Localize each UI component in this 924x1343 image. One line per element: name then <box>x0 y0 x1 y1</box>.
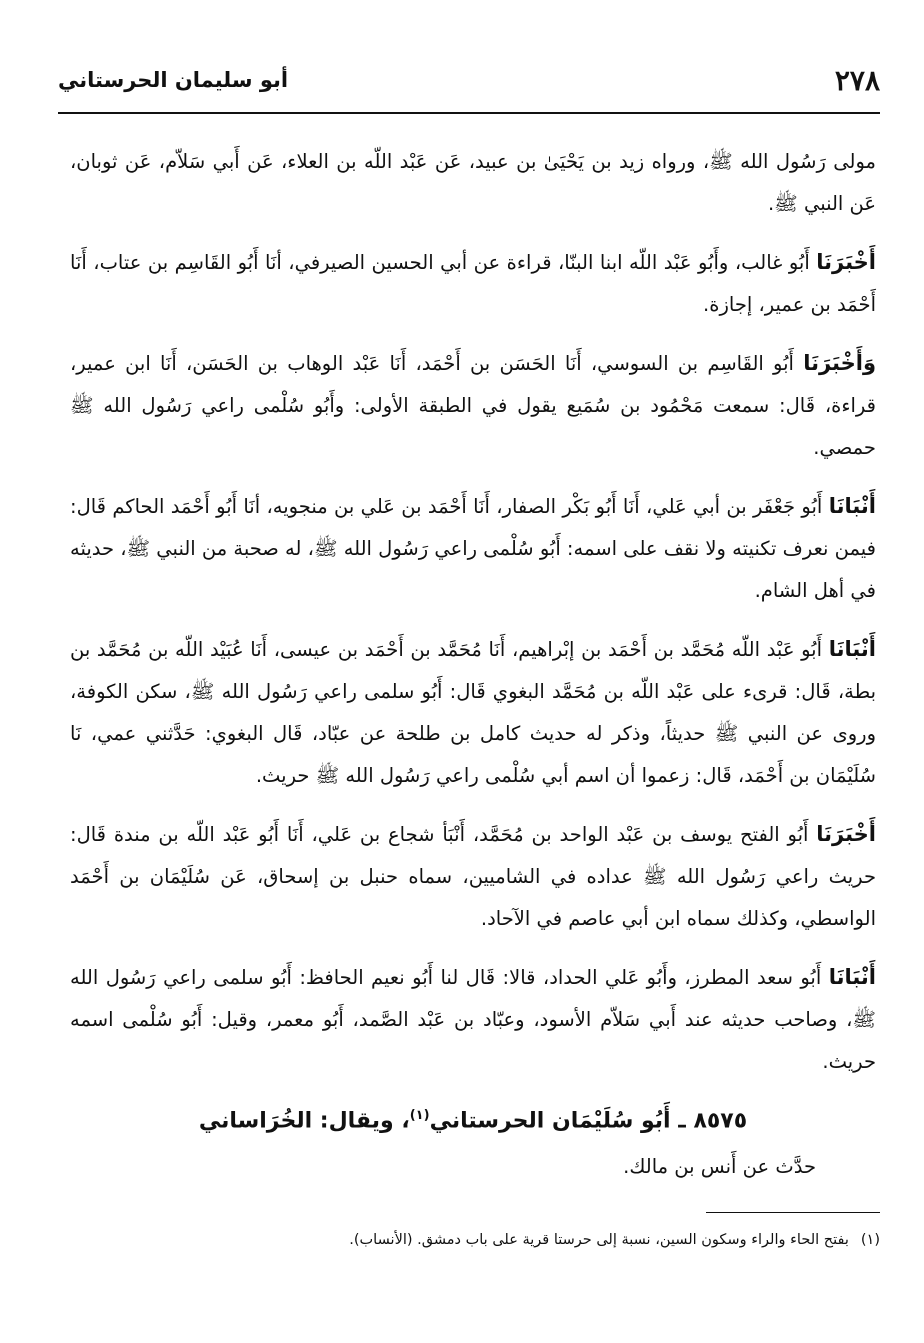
paragraph-text: أَبُو الفتح يوسف بن عَبْد الواحد بن مُحَمَّد، أَنْبَأ شجاع بن عَلي، أَنَا أَبُو عَبْد اللّه بن مندة قَال: حريث راعي رَسُول الله ﷺ عداده في الشاميين، سماه حنبل بن إسحاق، عَن سُلَيْمَان بن أَحْمَد الواسطي، وكذلك سماه ابن أبي عاصم في الآحاد. <box>70 823 876 930</box>
paragraph <box>70 241 876 326</box>
header-rule <box>58 112 880 114</box>
footnote-text: بفتح الحاء والراء وسكون السين، نسبة إلى حرستا قرية على باب دمشق. (الأنساب). <box>349 1232 849 1248</box>
running-title: أبو سليمان الحرستاني <box>58 68 289 92</box>
paragraph-lead: أَخْبَرَنَا <box>816 250 876 274</box>
paragraph <box>70 628 876 797</box>
paragraph <box>70 140 876 225</box>
paragraph-text: أَبُو غالب، وأَبُو عَبْد اللّه ابنا البنّا، قراءة عن أبي الحسين الصيرفي، أنَا أَبُو القَاسِم بن عتاب، أَنَا أَحْمَد بن عمير، إجازة. <box>70 251 876 316</box>
footnote-rule <box>706 1212 880 1213</box>
paragraph <box>70 342 876 469</box>
paragraph-lead: أَنْبَانَا <box>828 494 876 518</box>
paragraph-text: أَبُو عَبْد اللّه مُحَمَّد بن أَحْمَد بن إبْراهيم، أَنَا مُحَمَّد بن أَحْمَد بن عيسى، أَنَا عُبَيْد اللّه بن مُحَمَّد بن بطة، قَال: قرىء على عَبْد اللّه بن مُحَمَّد البغوي قَال: أَبُو سلمى راعي رَسُول الله ﷺ، سكن الكوفة، وروى عن النبي ﷺ حديثاً، وذكر له حديث كامل بن طلحة عن عبّاد، قَال البغوي: حَدَّثني عمي، نَا سُلَيْمَان بن أَحْمَد، قَال: زعموا أن اسم أبي سُلْمى راعي رَسُول الله ﷺ حريث. <box>70 638 876 787</box>
paragraph-lead: أَخْبَرَنَا <box>816 822 876 846</box>
entry-heading-text: ٨٥٧٥ ـ أَبُو سُلَيْمَان الحرستاني <box>429 1108 748 1134</box>
paragraph <box>70 956 876 1083</box>
paragraph-text: أَبُو جَعْفَر بن أبي عَلي، أَنَا أَبُو بَكْر الصفار، أَنَا أَحْمَد بن عَلي بن منجويه، أنَا أَبُو أَحْمَد الحاكم قَال: فيمن نعرف تكنيته ولا نقف على اسمه: أَبُو سُلْمى راعي رَسُول الله ﷺ، له صحبة من النبي ﷺ، حديثه في أهل الشام. <box>70 495 876 602</box>
footnote <box>200 1232 880 1248</box>
entry-heading <box>70 1108 876 1133</box>
main-text <box>70 140 876 1093</box>
page-header <box>58 58 880 110</box>
paragraph-text: مولى رَسُول الله ﷺ، ورواه زيد بن يَحْيَىٰ بن عبيد، عَن عَبْد اللّه بن العلاء، عَن أَبي سَلاّم، عَن ثوبان، عَن النبي ﷺ. <box>70 150 876 215</box>
paragraph-lead: أَنْبَانَا <box>828 637 876 661</box>
footnote-reference[interactable]: (١) <box>409 1108 430 1123</box>
footnote-marker: (١) <box>860 1232 880 1248</box>
page-number: ٢٧٨ <box>834 64 880 97</box>
paragraph <box>70 813 876 940</box>
paragraph-text: أَبُو سعد المطرز، وأَبُو عَلي الحداد، قالا: قَال لنا أَبُو نعيم الحافظ: أَبُو سلمى راعي رَسُول الله ﷺ، وصاحب حديثه عند أَبي سَلاّم الأسود، وعبّاد بن عَبْد الصَّمد، أَبُو معمر، وقيل: أَبُو سُلْمى اسمه حريث. <box>70 966 876 1073</box>
paragraph <box>70 485 876 612</box>
entry-text: حدَّث عن أَنس بن مالك. <box>623 1155 816 1178</box>
paragraph-lead: أَنْبَانَا <box>828 965 876 989</box>
paragraph-lead: وَأَخْبَرَنَا <box>803 351 876 375</box>
entry-heading-tail: ، ويقال: الخُرَاساني <box>198 1108 410 1134</box>
paragraph-text: أَبُو القَاسِم بن السوسي، أَنَا الحَسَن بن أَحْمَد، أَنَا عَبْد الوهاب بن الحَسَن، أَنَا ابن عمير، قراءة، قَال: سمعت مَحْمُود بن سُمَيع يقول في الطبقة الأولى: وأَبُو سُلْمى راعي رَسُول الله ﷺ حمصي. <box>70 352 876 459</box>
